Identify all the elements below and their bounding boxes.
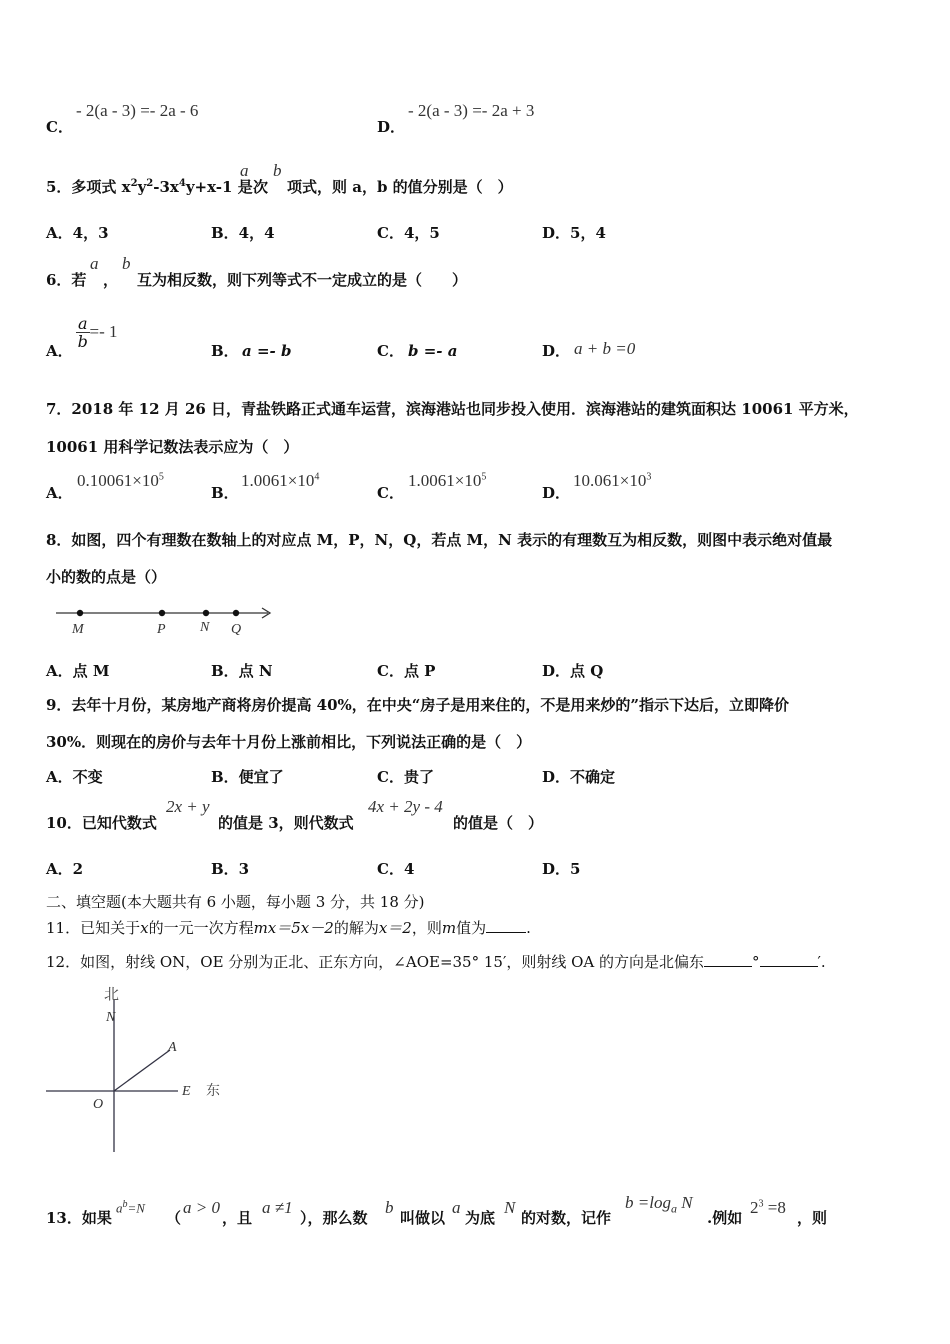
q7-line1: 7．2018 年 12 月 26 日，青盐铁路正式通车运营，滨海港站也同步投入使用．滨海港站的建筑面积达 10061 平方米，	[46, 400, 859, 418]
q5-var-a: a	[240, 161, 249, 180]
q13-and: ，且	[222, 1209, 253, 1227]
q8-option-a: A．点 M	[46, 662, 110, 680]
q13-t3: 的对数，记作	[521, 1209, 612, 1227]
q10-option-c: C．4	[377, 860, 415, 878]
q9-line2: 30%．则现在的房价与去年十月份上涨前相比，下列说法正确的是（ ）	[46, 733, 532, 751]
q4-option-c-label: C．	[46, 118, 73, 136]
q8-option-b: B．点 N	[211, 662, 273, 680]
q5-option-a: A．4，3	[46, 224, 109, 242]
q11-stem: 11．已知关于x的一元一次方程mx＝5x－2的解为x＝2，则m值为 .	[46, 919, 531, 937]
q10-expr1: 2x + y	[166, 797, 210, 816]
q8-option-d: D．点 Q	[542, 662, 604, 680]
q13-var-b: b	[385, 1198, 394, 1217]
q5-mid: 次	[253, 178, 269, 196]
a-label: A	[168, 1040, 177, 1055]
q6-var-a: a	[90, 254, 99, 273]
point-n-dot	[203, 610, 209, 616]
q6-option-b-label: B．	[211, 342, 239, 360]
q13-t2: 为底	[465, 1209, 496, 1227]
q8-line2: 小的数的点是（）	[46, 568, 167, 586]
q12-stem: 12．如图，射线 ON，OE 分别为正北、正东方向，∠AOE=35° 15′，则射线 OA 的方向是北偏东 ° ′.	[46, 953, 826, 971]
q9-option-c: C．贵了	[377, 768, 434, 786]
q6-pre: 6．若	[46, 271, 87, 289]
q10-option-a: A．2	[46, 860, 84, 878]
q6-option-a-label: A．	[46, 342, 73, 360]
q10-option-b: B．3	[211, 860, 250, 878]
q8-line1: 8．如图，四个有理数在数轴上的对应点 M，P，N，Q，若点 M，N 表示的有理数互为相反数，则图中表示绝对值最	[46, 531, 833, 549]
north-cn-label: 北	[104, 985, 120, 1003]
q9-option-d: D．不确定	[542, 768, 616, 786]
q10-post: 的值是（ ）	[453, 814, 544, 832]
q6-option-c-label: C．	[377, 342, 404, 360]
e-label: E	[182, 1084, 191, 1099]
q5-stem: 5．多项式 $x^2y^2-3x^4y+x-1$ 是	[46, 178, 253, 196]
q13-var-a: a	[452, 1198, 461, 1217]
q6-option-d-formula: a + b =0	[574, 339, 636, 358]
q4-option-d-formula: - 2(a - 3) =- 2a + 3	[408, 101, 535, 120]
q12-minute-blank[interactable]	[760, 952, 818, 967]
q6-option-b-formula: a =- b	[242, 342, 292, 360]
q13-power: $a^b=N$	[116, 1199, 145, 1216]
q5-option-d: D．5，4	[542, 224, 606, 242]
q13-cond2: a ≠1	[262, 1198, 293, 1217]
compass-figure	[40, 980, 240, 1155]
point-p-dot	[159, 610, 165, 616]
q7-option-c-label: C．	[377, 484, 404, 502]
q13-t1: 叫做以	[400, 1209, 446, 1227]
q6-option-c-formula: b =- a	[408, 342, 458, 360]
q10-option-d: D．5	[542, 860, 581, 878]
q13-paren-open: （	[166, 1209, 182, 1227]
q7-option-a-formula: $0.10061\times 10^5$	[77, 471, 164, 490]
point-m-label: M	[72, 622, 84, 637]
q13-cond1: a > 0	[183, 1198, 220, 1217]
q9-line1: 9．去年十月份，某房地产商将房价提高 40%，在中央“房子是用来住的，不是用来炒的”指示下达后，立即降价	[46, 696, 790, 714]
q7-line2: 10061 用科学记数法表示应为（ ）	[46, 438, 299, 456]
q5-var-b: b	[273, 161, 282, 180]
q13-t4: .例如	[707, 1209, 743, 1227]
point-m-dot	[77, 610, 83, 616]
q12-degree-blank[interactable]	[704, 952, 752, 967]
q7-option-d-label: D．	[542, 484, 571, 502]
q11-answer-blank[interactable]	[486, 918, 526, 933]
q7-option-b-formula: $1.0061\times 10^4$	[241, 471, 320, 490]
q8-option-c: C．点 P	[377, 662, 436, 680]
q5-post: 项式，则 a，b 的值分别是（ ）	[287, 178, 513, 196]
q4-option-d-label: D．	[377, 118, 406, 136]
point-q-label: Q	[231, 622, 242, 637]
q13-pre: 13．如果	[46, 1209, 112, 1227]
q13-example: $2^3 =8$	[750, 1198, 786, 1217]
q7-option-b-label: B．	[211, 484, 239, 502]
number-line-figure	[50, 600, 280, 642]
q9-option-a: A．不变	[46, 768, 103, 786]
q9-option-b: B．便宜了	[211, 768, 284, 786]
q7-option-c-formula: $1.0061\times 10^5$	[408, 471, 487, 490]
q10-mid: 的值是 3，则代数式	[218, 814, 354, 832]
o-label: O	[93, 1097, 104, 1112]
q10-expr2: 4x + 2y - 4	[368, 797, 443, 816]
q13-paren-close: ），那么数	[300, 1209, 368, 1227]
q5-option-c: C．4，5	[377, 224, 440, 242]
q4-option-c-formula: - 2(a - 3) =- 2a - 6	[76, 101, 199, 120]
q6-option-d-label: D．	[542, 342, 571, 360]
ray-oa	[114, 1050, 170, 1091]
q6-post: 互为相反数，则下列等式不一定成立的是（ ）	[137, 271, 468, 289]
section2-title: 二、填空题(本大题共有 6 小题，每小题 3 分，共 18 分)	[46, 893, 425, 911]
east-cn-label: 东	[206, 1083, 220, 1099]
q7-option-a-label: A．	[46, 484, 73, 502]
q6-comma: ，	[103, 271, 119, 289]
q13-log: $b =\log_a$ N	[625, 1193, 693, 1216]
point-q-dot	[233, 610, 239, 616]
q10-pre: 10．已知代数式	[46, 814, 157, 832]
q7-option-d-formula: $10.061\times 10^3$	[573, 471, 652, 490]
q6-var-b: b	[122, 254, 131, 273]
point-p-label: P	[157, 622, 166, 637]
point-n-label: N	[200, 620, 210, 635]
q13-t5: ，则	[797, 1209, 828, 1227]
q13-var-n: N	[504, 1198, 516, 1217]
q6-option-a-fraction: $\frac{a}{b}$ =- 1	[77, 314, 118, 351]
n-label: N	[106, 1010, 116, 1025]
q5-option-b: B．4，4	[211, 224, 275, 242]
